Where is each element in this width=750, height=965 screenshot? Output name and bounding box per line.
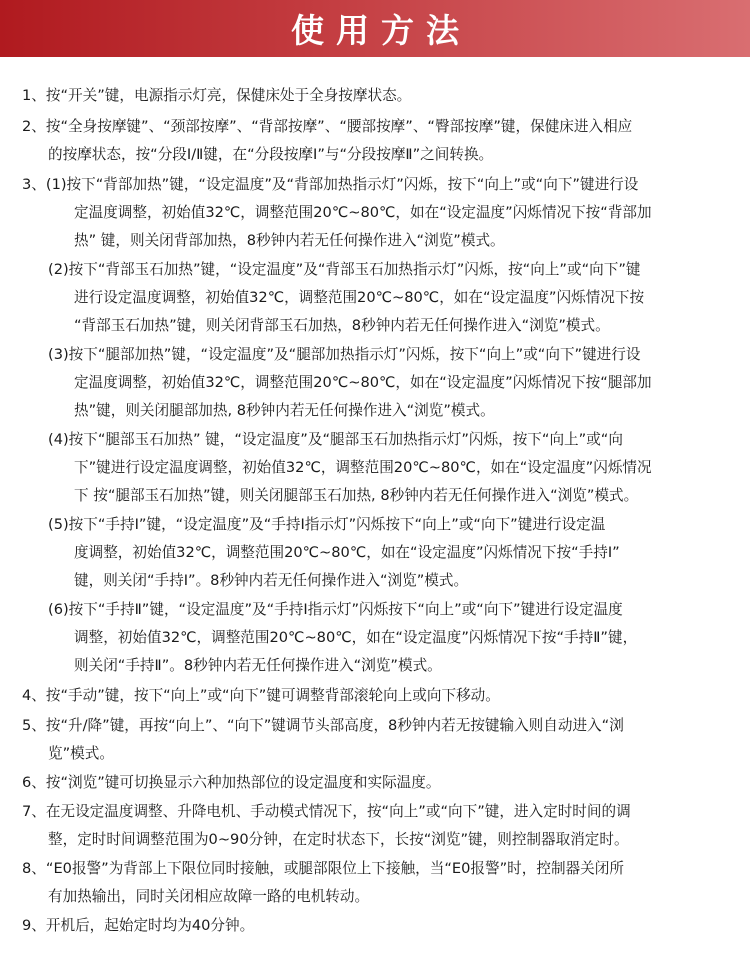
instruction-line: “背部玉石加热”键，则关闭背部玉石加热，8秒钟内若无任何操作进入“浏览”模式。 [74, 317, 610, 334]
instruction-line: 2、按“全身按摩键”、“颈部按摩”、“背部按摩”、“腰部按摩”、“臀部按摩”键，保健床进入相应 [22, 118, 633, 135]
instruction-line: 9、开机后，起始定时均为40分钟。 [22, 917, 255, 934]
instruction-line: 度调整，初始值32℃，调整范围20℃~80℃，如在“设定温度”闪烁情况下按“手持Ⅰ” [74, 544, 620, 561]
instruction-line: 下 按“腿部玉石加热”键，则关闭腿部玉石加热, 8秒钟内若无任何操作进入“浏览”模式。 [74, 487, 639, 504]
instruction-line: 整，定时时间调整范围为0~90分钟，在定时状态下，长按“浏览”键，则控制器取消定时。 [48, 831, 629, 848]
instruction-line: (5)按下“手持Ⅰ”键，“设定温度”及“手持Ⅰ指示灯”闪烁按下“向上”或“向下”键进行设定温 [48, 516, 606, 533]
instruction-line: 则关闭“手持Ⅱ”。8秒钟内若无任何操作进入“浏览”模式。 [74, 657, 442, 674]
instruction-line: 8、“E0报警”为背部上下限位同时接触，或腿部限位上下接触，当“E0报警”时，控制器关闭所 [22, 860, 624, 877]
instruction-line: 7、在无设定温度调整、升降电机、手动模式情况下，按“向上”或“向下”键，进入定时时间的调 [22, 803, 631, 820]
instruction-line: 3、(1)按下“背部加热”键，“设定温度”及“背部加热指示灯”闪烁，按下“向上”或“向下”键进行设 [22, 176, 639, 193]
instruction-line: 1、按“开关”键，电源指示灯亮，保健床处于全身按摩状态。 [22, 87, 412, 104]
instruction-line: 热” 键，则关闭背部加热，8秒钟内若无任何操作进入“浏览”模式。 [74, 232, 505, 249]
instruction-line: (3)按下“腿部加热”键，“设定温度”及“腿部加热指示灯”闪烁，按下“向上”或“向下”键进行设 [48, 346, 641, 363]
page-title: 使用方法 [291, 11, 471, 50]
instruction-line: (2)按下“背部玉石加热”键，“设定温度”及“背部玉石加热指示灯”闪烁，按“向上”或“向下”键 [48, 261, 641, 278]
instruction-line: (4)按下“腿部玉石加热” 键，“设定温度”及“腿部玉石加热指示灯”闪烁，按下“向上”或“向 [48, 431, 623, 448]
instruction-line: 览”模式。 [48, 745, 114, 762]
instruction-line: 键，则关闭“手持Ⅰ”。8秒钟内若无任何操作进入“浏览”模式。 [74, 572, 469, 589]
instruction-line: (6)按下“手持Ⅱ”键，“设定温度”及“手持Ⅰ指示灯”闪烁按下“向上”或“向下”键进行设定温度 [48, 601, 623, 618]
instruction-line: 有加热输出，同时关闭相应故障一路的电机转动。 [48, 888, 370, 905]
instruction-line: 下”键进行设定温度调整，初始值32℃，调整范围20℃~80℃，如在“设定温度”闪烁情况 [74, 459, 652, 476]
instruction-line: 4、按“手动”键，按下“向上”或“向下”键可调整背部滚轮向上或向下移动。 [22, 687, 500, 704]
instruction-line: 的按摩状态，按“分段Ⅰ/Ⅱ键，在“分段按摩Ⅰ”与“分段按摩Ⅱ”之间转换。 [48, 146, 494, 163]
instruction-line: 热”键，则关闭腿部加热, 8秒钟内若无任何操作进入“浏览”模式。 [74, 402, 495, 419]
instruction-line: 5、按“升/降”键，再按“向上”、“向下”键调节头部高度，8秒钟内若无按键输入则自动进入“浏 [22, 717, 624, 734]
instruction-line: 定温度调整，初始值32℃，调整范围20℃~80℃，如在“设定温度”闪烁情况下按“背部加 [74, 204, 652, 221]
instruction-line: 定温度调整，初始值32℃，调整范围20℃~80℃，如在“设定温度”闪烁情况下按“腿部加 [74, 374, 652, 391]
instruction-line: 6、按“浏览”键可切换显示六种加热部位的设定温度和实际温度。 [22, 774, 441, 791]
instruction-line: 调整，初始值32℃，调整范围20℃~80℃，如在“设定温度”闪烁情况下按“手持Ⅱ”键， [74, 629, 638, 646]
instruction-line: 进行设定温度调整，初始值32℃，调整范围20℃~80℃，如在“设定温度”闪烁情况下按 [74, 289, 645, 306]
